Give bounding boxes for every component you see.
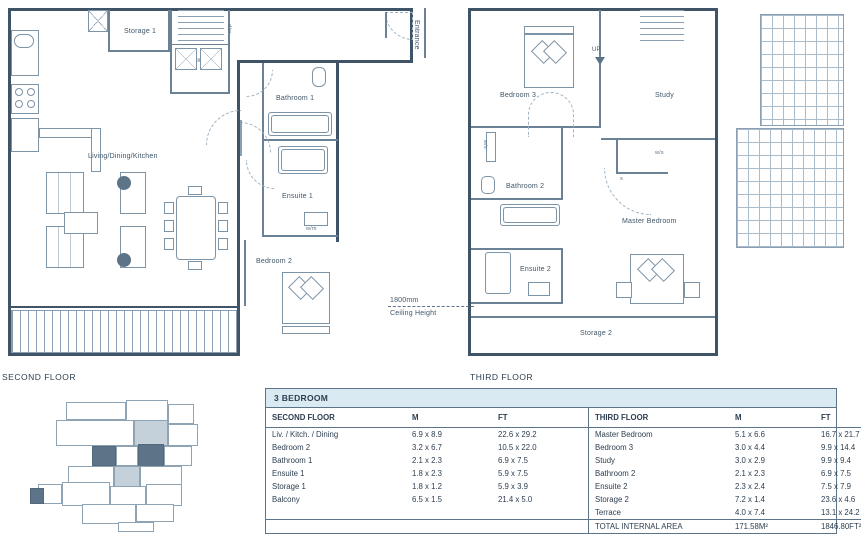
bedroom3-label: Bedroom 3 xyxy=(500,92,537,99)
storage-box-a-cross xyxy=(88,10,108,32)
kp-block-14 xyxy=(62,482,110,506)
row-name: Master Bedroom xyxy=(589,428,730,442)
row-ft-empty xyxy=(492,506,589,520)
t-wall-bottom xyxy=(468,353,718,356)
row-m: 6.5 x 1.5 xyxy=(412,495,442,504)
dw-label: d/w xyxy=(226,24,232,34)
row-ft: 9.9 x 14.4 xyxy=(821,443,856,452)
dining-chair-4 xyxy=(218,202,228,214)
row-name: Ensuite 2 xyxy=(589,480,730,493)
row-name: Bathroom 2 xyxy=(589,467,730,480)
balcony-deck xyxy=(11,310,237,353)
dining-chair-5 xyxy=(218,220,228,232)
table-row xyxy=(266,493,861,506)
terrace-deck-lower xyxy=(736,128,844,248)
row-name: Balcony xyxy=(272,495,300,504)
table-row xyxy=(266,467,861,480)
row-ft: 6.9 x 7.5 xyxy=(821,469,851,478)
hob-ring-1 xyxy=(15,88,23,96)
kp-block-7 xyxy=(116,446,138,466)
bed2-wall-left xyxy=(244,240,246,306)
shower-tray-1-inner xyxy=(281,149,325,171)
kp-block-19 xyxy=(118,522,154,532)
stair-third xyxy=(640,10,684,44)
table-row xyxy=(266,441,861,454)
row-ft: 7.5 x 7.9 xyxy=(821,482,851,491)
total-row xyxy=(266,520,861,534)
row-m: 4.0 x 7.4 xyxy=(729,506,815,520)
utility-wall-bottom xyxy=(170,92,230,94)
dining-table xyxy=(176,196,216,260)
row-name: Study xyxy=(589,454,730,467)
row-m: 3.0 x 4.4 xyxy=(735,443,765,452)
side-lamp-2 xyxy=(117,253,131,267)
utility-wall-right xyxy=(228,10,230,94)
kp-block-8 xyxy=(164,446,192,466)
schedule-table xyxy=(266,408,861,533)
ensuite1-label: Ensuite 1 xyxy=(282,193,313,200)
bed3-wall-right xyxy=(599,10,601,128)
row-m: 2.1 x 2.3 xyxy=(412,456,442,465)
wall-right-bath xyxy=(336,60,339,160)
door-leaf-hall xyxy=(240,120,242,156)
terrace-deck-upper xyxy=(760,14,844,126)
hob-ring-4 xyxy=(27,100,35,108)
header-second-ft: FT xyxy=(492,408,589,428)
row-ft: 6.9 x 7.5 xyxy=(498,456,528,465)
row-m: 5.1 x 6.6 xyxy=(735,430,765,439)
second-floor-title: SECOND FLOOR xyxy=(2,372,77,382)
row-ft: 23.6 x 4.6 xyxy=(821,495,856,504)
kp-block-4 xyxy=(56,420,134,446)
row-ft: 5.9 x 7.5 xyxy=(498,469,528,478)
row-name: Storage 1 xyxy=(272,482,306,491)
entrance-door-swing xyxy=(385,12,413,40)
wall-bottom xyxy=(8,353,240,356)
kp-block-13 xyxy=(30,488,44,504)
row-m: 1.8 x 2.3 xyxy=(412,469,442,478)
ceiling-height-leader xyxy=(388,306,474,307)
row-ft: 13.1 x 24.2 xyxy=(815,506,861,520)
door-swing-ensuite1 xyxy=(246,160,275,189)
ceiling-height-value: 1800mm xyxy=(390,297,419,304)
utility-wall-left xyxy=(170,10,172,94)
row-name: Ensuite 1 xyxy=(272,469,305,478)
table-row xyxy=(266,506,861,520)
vanity-2 xyxy=(528,282,550,296)
dining-chair-8 xyxy=(188,261,202,270)
dining-chair-3 xyxy=(164,238,174,250)
nightstand-1 xyxy=(616,282,632,298)
storage2-wall-top xyxy=(471,316,715,318)
bath2-wall-bottom xyxy=(471,198,563,200)
wall-mid-step xyxy=(237,60,339,63)
kp-block-3 xyxy=(168,404,194,424)
side-lamp-1 xyxy=(117,176,131,190)
coffee-table xyxy=(64,212,98,234)
schedule-title: 3 BEDROOM xyxy=(266,389,836,408)
bed-3 xyxy=(524,34,574,88)
row-name: Storage 2 xyxy=(589,493,730,506)
s-label: s xyxy=(620,176,623,182)
entrance-label: Entrance xyxy=(413,20,420,50)
table-row xyxy=(266,428,861,442)
header-third-m: M xyxy=(729,408,815,428)
balcony-edge xyxy=(11,306,237,308)
kp-block-6 xyxy=(168,424,198,446)
ws-label-2: w/s xyxy=(655,150,664,156)
stair-treads-second xyxy=(178,10,224,44)
entrance-line xyxy=(424,8,426,58)
wm-label: w/m xyxy=(306,226,317,232)
utility-shelf xyxy=(172,44,228,45)
row-m: 3.2 x 6.7 xyxy=(412,443,442,452)
row-m: 7.2 x 1.4 xyxy=(735,495,765,504)
kitchen-peninsula xyxy=(91,128,101,172)
door-swing-hall-1 xyxy=(206,110,241,145)
kp-block-2 xyxy=(126,400,168,422)
kitchen-unit-2 xyxy=(11,118,39,152)
row-ft: 9.9 x 9.4 xyxy=(821,456,851,465)
ensuite1-wall-bottom xyxy=(262,235,338,237)
ensuite2-wall-right xyxy=(561,248,563,304)
kp-block-18 xyxy=(136,504,174,522)
kp-block-5 xyxy=(134,420,168,446)
nightstand-2 xyxy=(684,282,700,298)
ensuite2-wall-top xyxy=(471,248,563,250)
entrance-door-leaf xyxy=(385,12,387,38)
header-third-floor: THIRD FLOOR xyxy=(589,408,730,428)
wall-right-ensuite xyxy=(336,157,339,242)
sink-basin xyxy=(14,34,34,48)
shower-tray-2 xyxy=(485,252,511,294)
table-row xyxy=(266,454,861,467)
kp-block-16 xyxy=(146,484,182,506)
row-name: Bathroom 1 xyxy=(272,456,313,465)
up-arrow-icon xyxy=(595,57,605,65)
bedroom2-label: Bedroom 2 xyxy=(256,258,293,265)
door-swing-bed3 xyxy=(528,92,574,137)
total-pad-1 xyxy=(266,520,406,534)
study-label: Study xyxy=(655,92,674,99)
wall-right-lower xyxy=(237,60,240,356)
storage2-label: Storage 2 xyxy=(580,330,613,337)
total-pad-3 xyxy=(492,520,589,534)
bath2-wall-right xyxy=(561,128,563,200)
up-label: UP xyxy=(592,47,601,53)
t-wall-right xyxy=(715,8,718,356)
header-third-ft: FT xyxy=(815,408,861,428)
row-name-empty xyxy=(266,506,406,520)
wc-bath1 xyxy=(312,67,326,87)
ensuite2-label: Ensuite 2 xyxy=(520,266,551,273)
door-swing-bath1 xyxy=(246,70,273,97)
bathroom1-label: Bathroom 1 xyxy=(276,95,315,102)
row-name: Terrace xyxy=(589,506,730,520)
kp-unit-highlight-2 xyxy=(138,444,164,468)
header-second-m: M xyxy=(406,408,492,428)
dining-chair-1 xyxy=(164,202,174,214)
total-m: 171.58M² xyxy=(735,522,768,531)
row-m: 2.1 x 2.3 xyxy=(735,469,765,478)
row-name: Liv. / Kitch. / Dining xyxy=(272,430,339,439)
total-label: TOTAL INTERNAL AREA xyxy=(589,520,730,534)
bath1-wall-bottom xyxy=(262,139,338,141)
kp-block-1 xyxy=(66,402,126,420)
dryer-cross xyxy=(200,48,222,70)
master-bedroom-label: Master Bedroom xyxy=(622,218,677,225)
bed-3-head xyxy=(524,26,574,34)
row-m-empty xyxy=(406,506,492,520)
study-wall-bottom xyxy=(601,138,715,140)
row-name: Bedroom 3 xyxy=(589,441,730,454)
kp-block-17 xyxy=(82,504,136,524)
ensuite1-wall-left xyxy=(262,141,264,237)
bathtub-1-inner xyxy=(271,115,329,133)
row-m: 1.8 x 1.2 xyxy=(412,482,442,491)
row-ft: 5.9 x 3.9 xyxy=(498,482,528,491)
row-ft: 22.6 x 29.2 xyxy=(498,430,537,439)
header-second-floor: SECOND FLOOR xyxy=(266,408,406,428)
row-name: Bedroom 2 xyxy=(272,443,311,452)
ensuite2-wall-bottom xyxy=(471,302,563,304)
door-swing-master xyxy=(604,168,651,215)
bathtub-2-inner xyxy=(503,207,557,223)
dining-chair-2 xyxy=(164,220,174,232)
kp-block-15 xyxy=(110,486,146,506)
row-ft: 21.4 x 5.0 xyxy=(498,495,533,504)
door-swing-hall-2 xyxy=(240,122,271,153)
schedule-header-row xyxy=(266,408,861,428)
total-ft: 1846.80FT² xyxy=(821,522,861,531)
wc-bath2 xyxy=(481,176,495,194)
row-m: 3.0 x 2.9 xyxy=(735,456,765,465)
storage1-label: Storage 1 xyxy=(124,28,157,35)
hob-ring-3 xyxy=(15,100,23,108)
dining-chair-6 xyxy=(218,238,228,250)
storage1-wall-bottom xyxy=(108,50,170,52)
ws-label-1: w/s xyxy=(482,140,488,149)
kp-unit-highlight-1 xyxy=(92,446,116,466)
third-floor-title: THIRD FLOOR xyxy=(470,372,534,382)
living-label: Living/Dining/Kitchen xyxy=(88,153,158,160)
table-row xyxy=(266,480,861,493)
row-m: 2.3 x 2.4 xyxy=(735,482,765,491)
ceiling-height-label: Ceiling Height xyxy=(390,310,437,317)
total-pad-2 xyxy=(406,520,492,534)
kp-block-10 xyxy=(114,466,140,488)
bed-2-end xyxy=(282,326,330,334)
area-schedule xyxy=(265,388,861,534)
bathroom2-label: Bathroom 2 xyxy=(506,183,545,190)
sofa-1-cushions xyxy=(46,172,84,214)
hob-ring-2 xyxy=(27,88,35,96)
wall-entrance-bottom xyxy=(339,60,413,63)
dining-chair-7 xyxy=(188,186,202,195)
key-plan xyxy=(30,398,245,533)
washing-machine-cross xyxy=(175,48,197,70)
row-ft: 16.7 x 21.7 xyxy=(821,430,860,439)
vanity-1 xyxy=(304,212,328,226)
row-m: 6.9 x 8.9 xyxy=(412,430,442,439)
storage1-wall-left xyxy=(108,10,110,52)
row-ft: 10.5 x 22.0 xyxy=(498,443,537,452)
